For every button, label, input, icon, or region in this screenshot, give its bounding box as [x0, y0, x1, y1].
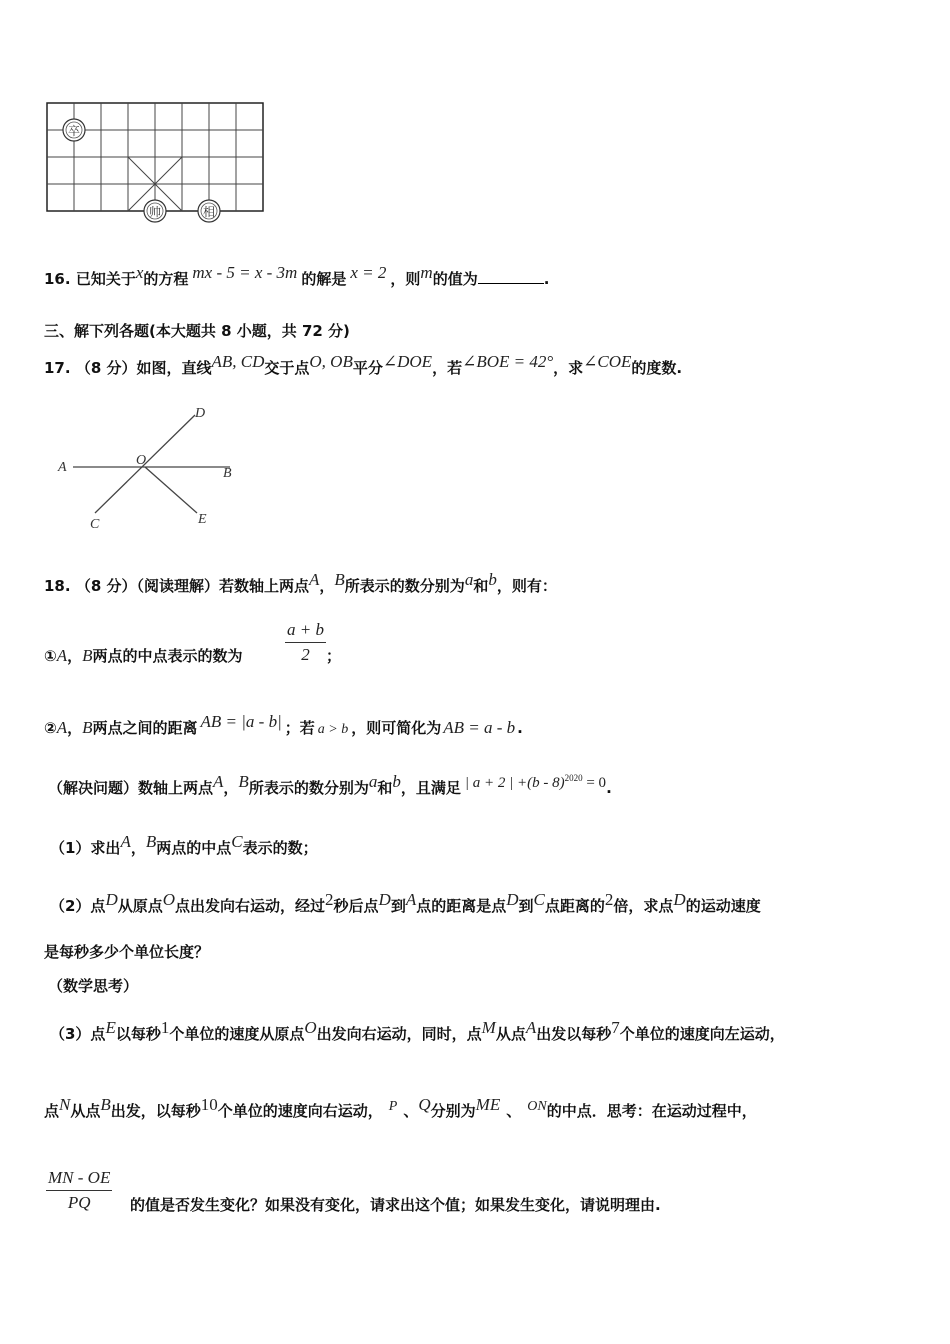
chess-piece-soldier: [63, 119, 85, 141]
chessboard-figure: [44, 100, 270, 228]
question-17: 17. （8 分）如图，直线$^{AB, CD}$交于点$^{O, OB}$平分$^{\angle DOE}$，若$^{\angle BOE = 42^\circ}$，求$^{\angle COE}$的度数.: [44, 352, 683, 377]
question-16: 16. 已知关于$^x$的方程 $^{mx - 5 = x - 3m}$ 的解是 $^{x = 2}$ ，则$^m$的值为 .: [44, 263, 550, 288]
intersecting-lines-figure: [55, 400, 250, 535]
question-18: 18. （8 分）（阅读理解）若数轴上两点$^A$，$^B$所表示的数分别为$^a$和$^b$，则有：: [44, 570, 557, 595]
label-C: C: [90, 517, 100, 532]
piece-label: 相: [202, 205, 216, 219]
part-2-line-2: 是每秒多少个单位长度？: [44, 943, 210, 961]
question-number: 18.: [44, 577, 71, 595]
part-2: （2）点$^D$从原点$^O$点出发向右运动，经过$^2$秒后点$^D$到$^A$点的距离是点$^D$到$^C$点距离的$^2$倍，求点$^D$的运动速度: [50, 890, 761, 915]
section-title: 三、解下列各题(本大题共 8 小题，共 72 分): [44, 322, 350, 340]
answer-blank[interactable]: [478, 271, 544, 284]
chess-piece-minister: [198, 200, 220, 222]
part-1: （1）求出$^A$，$^B$两点的中点$^C$表示的数；: [50, 832, 318, 857]
piece-label: 帅: [148, 205, 162, 219]
math-thinking-title: （数学思考）: [48, 977, 139, 995]
ratio-fraction: MN - OE PQ: [48, 1168, 111, 1212]
reading-item-2: ②A，B两点之间的距离 $^{AB = |a - b|}$ ；若 a > b ，则可简化为 AB = a - b .: [44, 712, 523, 737]
chess-piece-general: [144, 200, 166, 222]
label-E: E: [198, 512, 207, 527]
label-A: A: [58, 460, 67, 475]
label-O: O: [136, 453, 147, 468]
part-3: （3）点$^E$以每秒$^1$个单位的速度从原点$^O$出发向右运动，同时，点$^M$从点$^A$出发以每秒$^7$个单位的速度向左运动，: [50, 1018, 785, 1043]
label-B: B: [223, 466, 232, 481]
midpoint-fraction: a + b 2: [287, 620, 324, 664]
solve-problem: （解决问题）数轴上两点$^A$，$^B$所表示的数分别为$^a$和$^b$，且满足 $^{| a + 2 | +(b - 8)2020}$ $^{= 0}$.: [48, 772, 612, 797]
reading-item-1: ①A，B两点的中点表示的数为: [44, 646, 243, 665]
label-D: D: [195, 406, 206, 421]
piece-label: 卒: [67, 124, 81, 138]
part-3-line-3: 的值是否发生变化？如果没有变化，请求出这个值；如果发生变化，请说明理由.: [130, 1196, 661, 1214]
question-number: 16.: [44, 270, 71, 288]
question-number: 17.: [44, 359, 71, 377]
part-3-line-2: 点$^N$从点$^B$出发，以每秒$^{10}$个单位的速度向右运动， $^P$ 、$^Q$分别为$^{ME}$ 、 $^{ON}$的中点．思考：在运动过程中，: [44, 1095, 757, 1120]
